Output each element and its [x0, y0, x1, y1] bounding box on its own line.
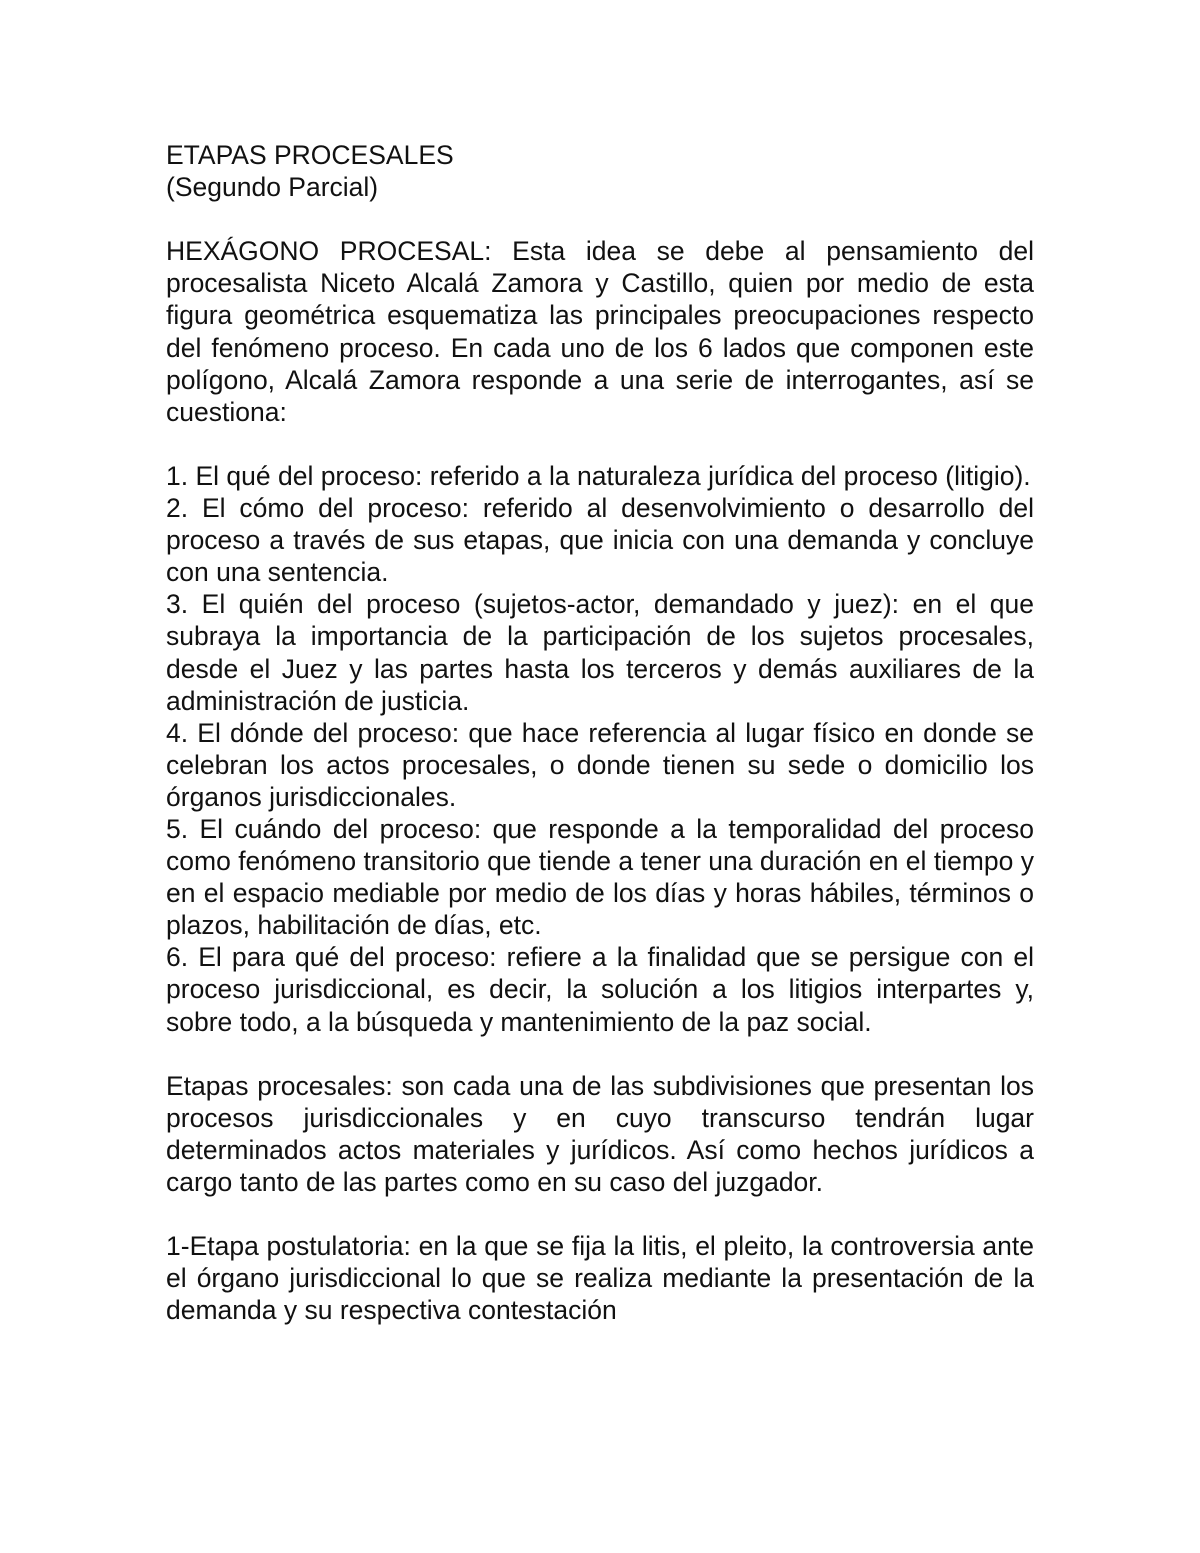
intro-paragraph: HEXÁGONO PROCESAL: Esta idea se debe al pensamiento del procesalista Niceto Alcalá Zamora y Castillo, quien por medio de esta figura geométrica esquematiza las principales preocupaciones respecto del fenómeno proceso. En cada uno de los 6 lados que componen este polígono, Alcalá Zamora responde a una serie de interrogantes, así se cuestiona:	[166, 236, 1034, 427]
document-title: ETAPAS PROCESALES	[166, 140, 454, 170]
list-item: 2. El cómo del proceso: referido al desenvolvimiento o desarrollo del proceso a través de sus etapas, que inicia con una demanda y concluye con una sentencia.	[166, 493, 1034, 588]
paragraph-gap	[166, 203, 1034, 235]
list-item: 4. El dónde del proceso: que hace referencia al lugar físico en donde se celebran los actos procesales, o donde tienen su sede o domicilio los órganos jurisdiccionales.	[166, 717, 1034, 812]
list-item: 6. El para qué del proceso: refiere a la finalidad que se persigue con el proceso jurisdiccional, es decir, la solución a los litigios interpartes y, sobre todo, a la búsqueda y mantenimiento de la paz social.	[166, 942, 1034, 1037]
list-item: 3. El quién del proceso (sujetos-actor, demandado y juez): en el que subraya la importancia de la participación de los sujetos procesales, desde el Juez y las partes hasta los terceros y demás auxiliares de la administración de justicia.	[166, 589, 1034, 716]
etapa-postulatoria-paragraph: 1-Etapa postulatoria: en la que se fija la litis, el pleito, la controversia ante el órgano jurisdiccional lo que se realiza mediante la presentación de la demanda y su respectiva contestación	[166, 1231, 1034, 1326]
paragraph-gap	[166, 428, 1034, 460]
document-body	[166, 139, 1034, 1326]
document-subtitle: (Segundo Parcial)	[166, 172, 379, 203]
list-item: 5. El cuándo del proceso: que responde a la temporalidad del proceso como fenómeno transitorio que tiende a tener una duración en el tiempo y en el espacio mediable por medio de los días y horas hábiles, términos o plazos, habilitación de días, etc.	[166, 813, 1034, 941]
paragraph-gap	[166, 1038, 1034, 1070]
etapas-definition-paragraph: Etapas procesales: son cada una de las subdivisiones que presentan los procesos jurisdiccionales y en cuyo transcurso tendrán lugar determinados actos materiales y jurídicos. Así como hechos jurídicos a cargo tanto de las partes como en su caso del juzgador.	[166, 1070, 1034, 1197]
paragraph-gap	[166, 1198, 1034, 1230]
list-item: 1. El qué del proceso: referido a la naturaleza jurídica del proceso (litigio).	[166, 460, 1031, 491]
